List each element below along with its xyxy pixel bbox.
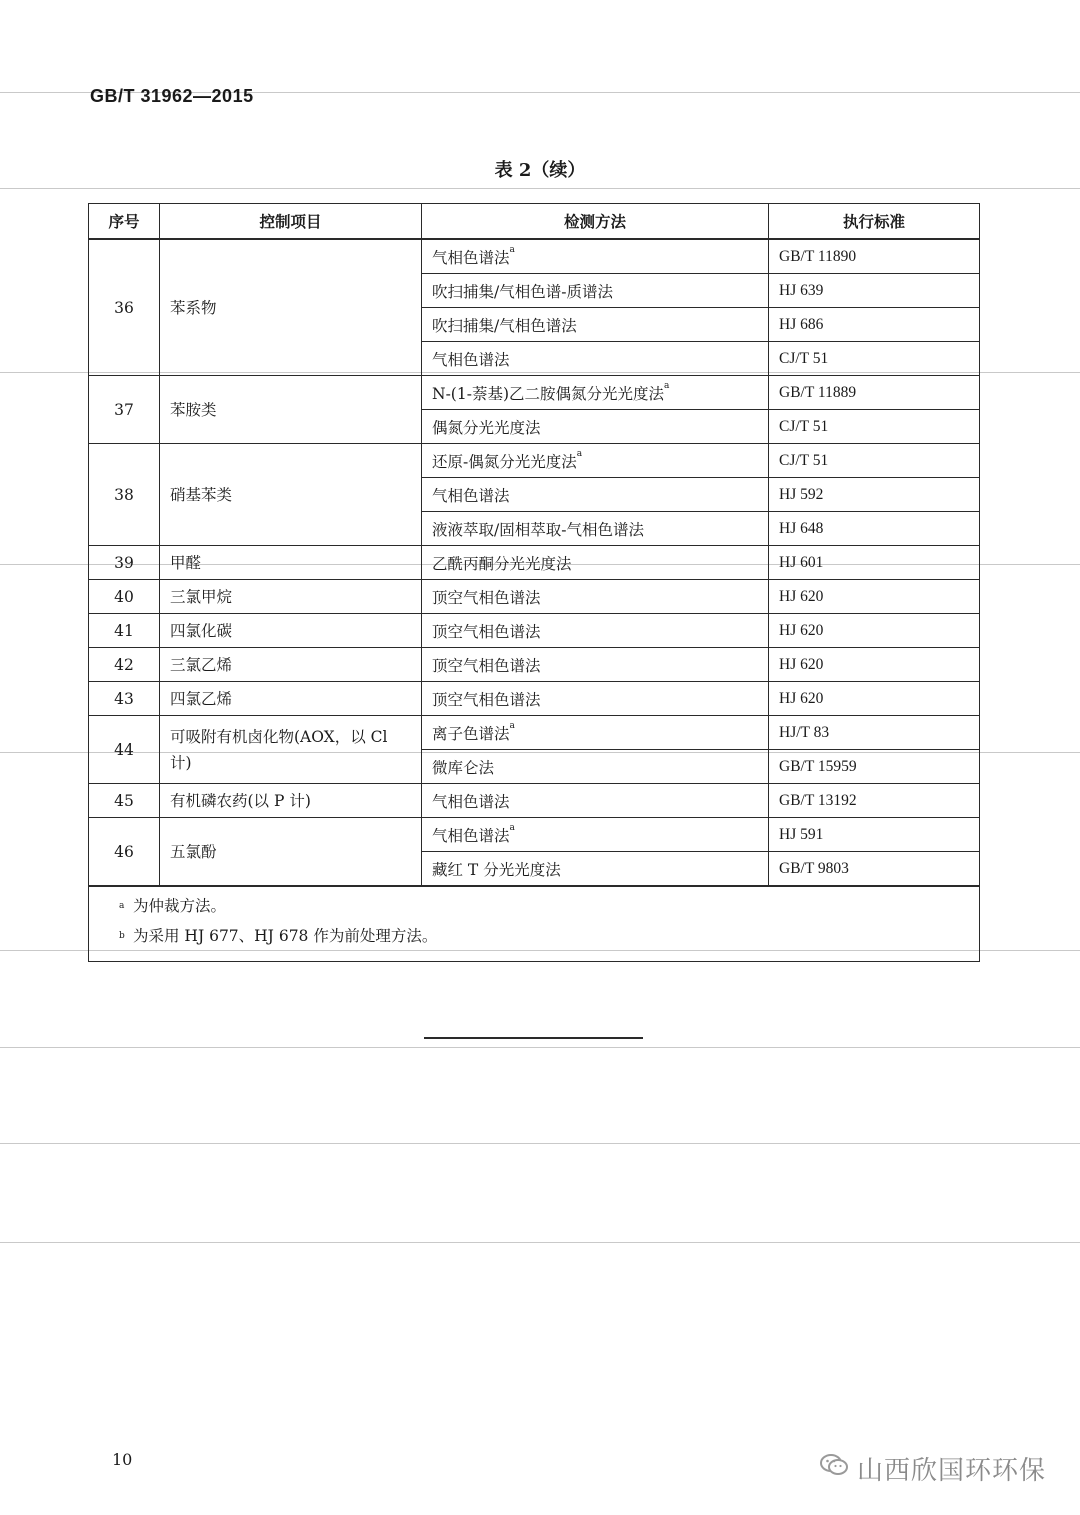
control-item: 三氯乙烯	[160, 648, 422, 682]
control-item: 苯系物	[160, 239, 422, 376]
test-method	[422, 682, 769, 716]
test-method	[422, 342, 769, 376]
test-method-text: 气相色谱法	[432, 248, 510, 267]
test-method	[422, 546, 769, 580]
test-method-text: 气相色谱法	[432, 350, 510, 369]
executive-standard: HJ 620	[769, 682, 980, 716]
row-number: 46	[89, 818, 160, 887]
note-a	[119, 891, 979, 921]
test-method-text: 顶空气相色谱法	[432, 690, 541, 709]
note-mark: a	[119, 901, 125, 911]
table-row	[89, 546, 980, 580]
table-row	[89, 376, 980, 410]
executive-standard: HJ 620	[769, 614, 980, 648]
executive-standard: GB/T 11890	[769, 239, 980, 274]
watermark	[819, 1450, 1046, 1487]
executive-standard: CJ/T 51	[769, 444, 980, 478]
test-method-text: 气相色谱法	[432, 826, 510, 845]
test-method	[422, 716, 769, 750]
executive-standard: GB/T 11889	[769, 376, 980, 410]
test-method	[422, 580, 769, 614]
test-method-text: 顶空气相色谱法	[432, 656, 541, 675]
test-method	[422, 308, 769, 342]
standard-code: GB/T 31962—2015	[90, 86, 254, 106]
test-method-text: 吹扫捕集/气相色谱法	[432, 316, 577, 335]
table-row	[89, 648, 980, 682]
control-item: 有机磷农药(以 P 计)	[160, 784, 422, 818]
test-method	[422, 274, 769, 308]
executive-standard: HJ 620	[769, 580, 980, 614]
control-item: 五氯酚	[160, 818, 422, 887]
table-row	[89, 682, 980, 716]
footnote-mark: a	[509, 822, 515, 833]
test-method-text: 微库仑法	[432, 758, 495, 777]
executive-standard: GB/T 13192	[769, 784, 980, 818]
executive-standard: HJ 591	[769, 818, 980, 852]
executive-standard: GB/T 15959	[769, 750, 980, 784]
test-method-text: 气相色谱法	[432, 486, 510, 505]
test-method	[422, 852, 769, 887]
executive-standard: CJ/T 51	[769, 410, 980, 444]
test-method-text: 藏红 T 分光光度法	[432, 860, 561, 879]
note-text: 为采用 HJ 677、HJ 678 作为前处理方法。	[133, 927, 438, 945]
test-method-text: 顶空气相色谱法	[432, 622, 541, 641]
row-number: 36	[89, 239, 160, 376]
control-item: 可吸附有机卤化物(AOX，以 Cl 计)	[160, 716, 422, 784]
test-method-text: 气相色谱法	[432, 792, 510, 811]
test-method	[422, 376, 769, 410]
row-number: 41	[89, 614, 160, 648]
test-method	[422, 512, 769, 546]
table-row	[89, 716, 980, 750]
footnote-mark: a	[509, 244, 515, 255]
footnote-mark: a	[576, 448, 583, 459]
table-notes	[89, 886, 980, 962]
note-b	[119, 921, 979, 951]
executive-standard: HJ/T 83	[769, 716, 980, 750]
table-row	[89, 784, 980, 818]
row-number: 39	[89, 546, 160, 580]
standards-table	[88, 203, 980, 962]
table-row	[89, 614, 980, 648]
footnote-mark: a	[509, 720, 515, 731]
test-method	[422, 410, 769, 444]
column-header-item: 控制项目	[160, 204, 422, 240]
test-method	[422, 750, 769, 784]
row-number: 38	[89, 444, 160, 546]
row-number: 44	[89, 716, 160, 784]
executive-standard: HJ 639	[769, 274, 980, 308]
column-header-no: 序号	[89, 204, 160, 240]
executive-standard: HJ 620	[769, 648, 980, 682]
test-method-text: 偶氮分光光度法	[432, 418, 541, 437]
test-method	[422, 648, 769, 682]
control-item: 三氯甲烷	[160, 580, 422, 614]
test-method	[422, 614, 769, 648]
test-method	[422, 818, 769, 852]
control-item: 四氯化碳	[160, 614, 422, 648]
watermark-text: 山西欣国环环保	[856, 1456, 1046, 1486]
executive-standard: GB/T 9803	[769, 852, 980, 887]
control-item: 四氯乙烯	[160, 682, 422, 716]
control-item: 硝基苯类	[160, 444, 422, 546]
table-header-row	[89, 204, 980, 240]
test-method	[422, 444, 769, 478]
column-header-method: 检测方法	[422, 204, 769, 240]
wechat-icon	[819, 1452, 849, 1485]
test-method-text: N-(1-萘基)乙二胺偶氮分光光度法	[432, 384, 664, 403]
executive-standard: HJ 648	[769, 512, 980, 546]
executive-standard: HJ 592	[769, 478, 980, 512]
test-method-text: 还原-偶氮分光光度法	[432, 452, 577, 471]
test-method-text: 顶空气相色谱法	[432, 588, 541, 607]
table-row	[89, 580, 980, 614]
row-number: 43	[89, 682, 160, 716]
footnote-mark: a	[664, 380, 670, 391]
row-number: 42	[89, 648, 160, 682]
table-row	[89, 444, 980, 478]
row-number: 45	[89, 784, 160, 818]
executive-standard: CJ/T 51	[769, 342, 980, 376]
note-mark: b	[119, 931, 125, 941]
end-of-standard-rule	[424, 1037, 643, 1039]
table-row	[89, 239, 980, 274]
executive-standard: HJ 601	[769, 546, 980, 580]
test-method	[422, 239, 769, 274]
test-method	[422, 478, 769, 512]
row-number: 37	[89, 376, 160, 444]
column-header-standard: 执行标准	[769, 204, 980, 240]
test-method-text: 液液萃取/固相萃取-气相色谱法	[432, 520, 644, 539]
row-number: 40	[89, 580, 160, 614]
control-item: 苯胺类	[160, 376, 422, 444]
executive-standard: HJ 686	[769, 308, 980, 342]
note-text: 为仲裁方法。	[133, 897, 227, 915]
page-number: 10	[112, 1450, 133, 1469]
table-row	[89, 818, 980, 852]
test-method	[422, 784, 769, 818]
test-method-text: 吹扫捕集/气相色谱-质谱法	[432, 282, 613, 301]
table-title: 表 2（续）	[494, 160, 586, 181]
table-notes-row	[89, 886, 980, 962]
test-method-text: 乙酰丙酮分光光度法	[432, 554, 572, 573]
test-method-text: 离子色谱法	[432, 724, 510, 743]
control-item: 甲醛	[160, 546, 422, 580]
table-body	[89, 239, 980, 886]
